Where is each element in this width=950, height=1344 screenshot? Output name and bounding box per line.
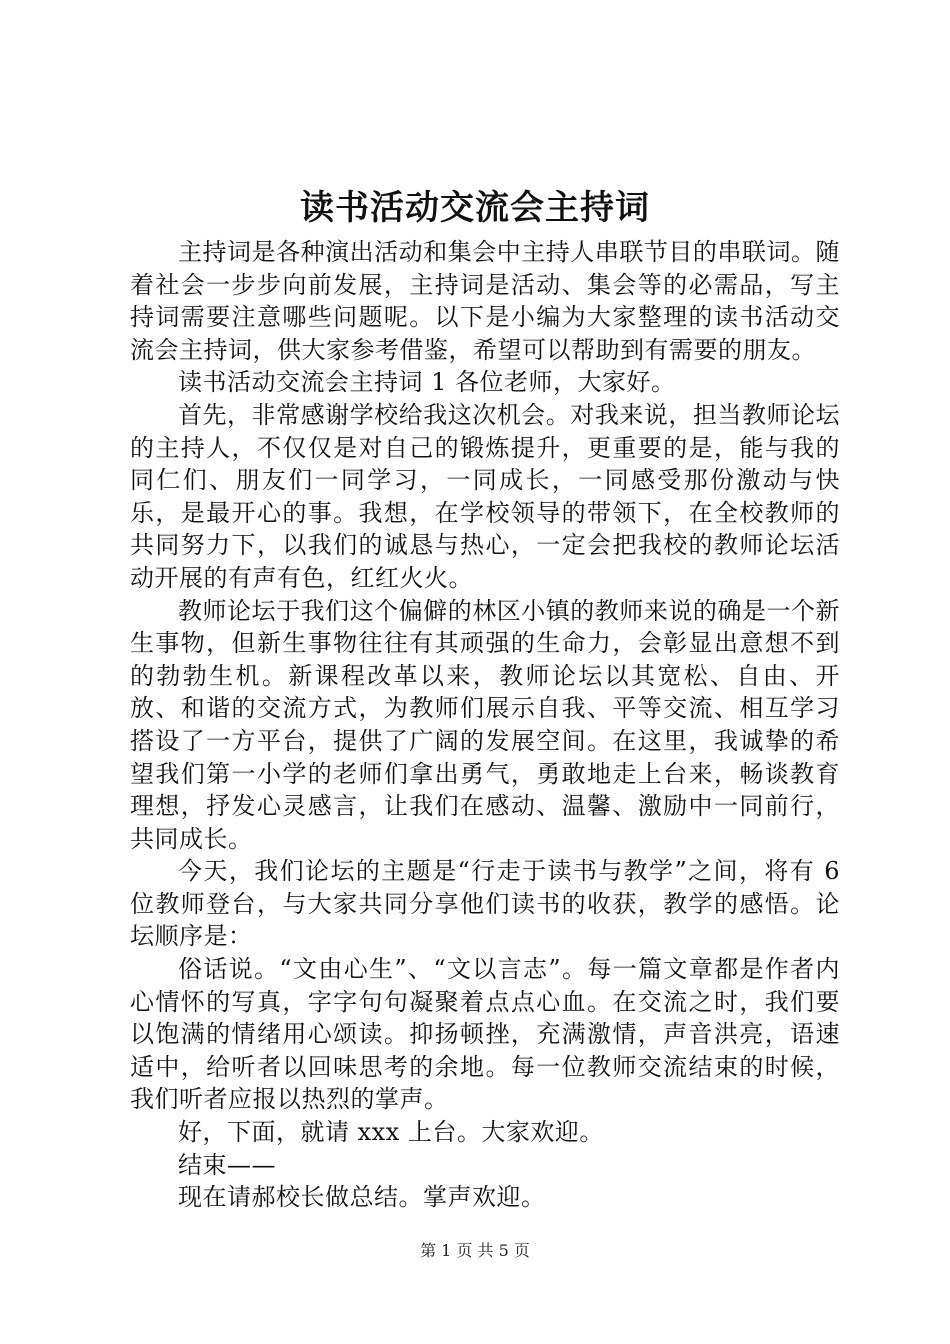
paragraph-intro: 主持词是各种演出活动和集会中主持人串联节目的串联词。随着社会一步步向前发展，主持词是活动、集会等的必需品，写主持词需要注意哪些问题呢。以下是小编为大家整理的读书活动交流会主持词，供大家参考借鉴，希望可以帮助到有需要的朋友。	[130, 238, 840, 364]
paragraph-summary: 现在请郝校长做总结。掌声欢迎。	[178, 1183, 546, 1212]
document-body	[130, 236, 840, 1214]
paragraph-welcome: 好，下面，就请 xxx 上台。大家欢迎。	[178, 1118, 604, 1147]
document-title: 读书活动交流会主持词	[300, 188, 650, 228]
paragraph-end: 结束——	[178, 1150, 276, 1179]
paragraph-thanks: 首先，非常感谢学校给我这次机会。对我来说，担当教师论坛的主持人，不仅仅是对自己的锻炼提升，更重要的是，能与我的同仁们、朋友们一同学习，一同成长，一同感受那份激动与快乐，是最开心的事。我想，在学校领导的带领下，在全校教师的共同努力下，以我们的诚恳与热心，一定会把我校的教师论坛活动开展的有声有色，红红火火。	[130, 400, 840, 592]
paragraph-forum: 教师论坛于我们这个偏僻的林区小镇的教师来说的确是一个新生事物，但新生事物往往有其顽强的生命力，会彰显出意想不到的勃勃生机。新课程改革以来，教师论坛以其宽松、自由、开放、和谐的交流方式，为教师们展示自我、平等交流、相互学习搭设了一方平台，提供了广阔的发展空间。在这里，我诚挚的希望我们第一小学的老师们拿出勇气，勇敢地走上台来，畅谈教育理想，抒发心灵感言，让我们在感动、温馨、激励中一同前行，共同成长。	[130, 596, 840, 853]
page-footer: 第 1 页 共 5 页	[420, 1241, 530, 1260]
paragraph-greeting: 读书活动交流会主持词 1 各位老师，大家好。	[178, 368, 676, 397]
paragraph-proverb: 俗话说。“文由心生”、“文以言志”。每一篇文章都是作者内心情怀的写真，字字句句凝聚着点点心血。在交流之时，我们要以饱满的情绪用心颂读。抑扬顿挫，充满激情，声音洪亮，语速适中，给听者以回味思考的余地。每一位教师交流结束的时候，我们听者应报以热烈的掌声。	[130, 955, 840, 1114]
paragraph-theme: 今天，我们论坛的主题是“行走于读书与教学”之间，将有 6 位教师登台，与大家共同分享他们读书的收获，教学的感悟。论坛顺序是：	[130, 857, 840, 951]
